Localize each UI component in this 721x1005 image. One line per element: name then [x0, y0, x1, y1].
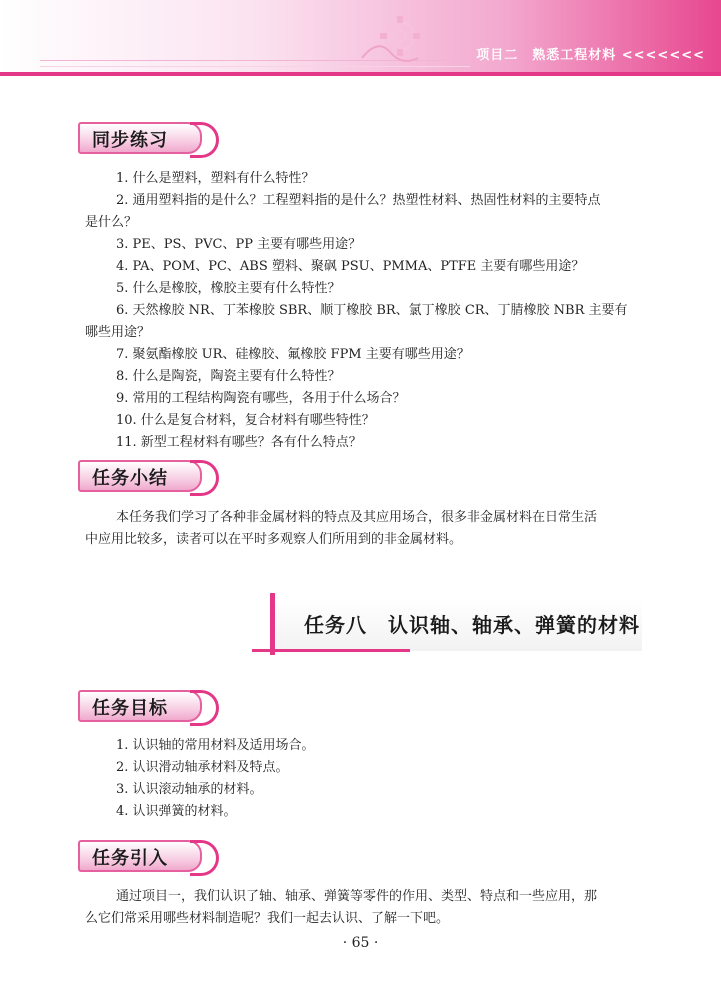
paragraph-line: 通过项目一，我们认识了轴、轴承、弹簧等零件的作用、类型、特点和一些应用，那 — [116, 889, 598, 904]
tab-arc — [190, 840, 219, 876]
list-item: 哪些用途？ — [85, 325, 151, 340]
list-item: 9. 常用的工程结构陶瓷有哪些，各用于什么场合？ — [116, 391, 406, 406]
list-item: 6. 天然橡胶 NR、丁苯橡胶 SBR、顺丁橡胶 BR、氯丁橡胶 CR、丁腈橡胶 NBR 主要有 — [116, 303, 628, 318]
tab-arc — [190, 460, 219, 496]
section-title: 任务小结 — [92, 468, 168, 489]
list-item: 10. 什么是复合材料，复合材料有哪些特性？ — [116, 413, 375, 428]
task-heading-underline — [252, 649, 410, 652]
list-item: 4. PA、POM、PC、ABS 塑料、聚砜 PSU、PMMA、PTFE 主要有哪些用途？ — [116, 259, 585, 274]
list-item: 4. 认识弹簧的材料。 — [116, 804, 237, 819]
list-item: 11. 新型工程材料有哪些？各有什么特点？ — [116, 435, 362, 450]
paragraph-line: 本任务我们学习了各种非金属材料的特点及其应用场合，很多非金属材料在日常生活 — [116, 510, 598, 525]
section-tab-goals — [78, 690, 218, 722]
task-heading-bar — [270, 593, 275, 655]
tab-arc — [190, 690, 219, 726]
task-heading — [252, 593, 642, 663]
list-item: 1. 什么是塑料，塑料有什么特性？ — [116, 171, 315, 186]
section-title: 同步练习 — [92, 130, 168, 151]
task-title: 任务八 认识轴、轴承、弹簧的材料 — [304, 613, 640, 637]
list-item: 2. 认识滑动轴承材料及特点。 — [116, 760, 289, 775]
section-title: 任务目标 — [92, 698, 168, 719]
list-item: 8. 什么是陶瓷，陶瓷主要有什么特性？ — [116, 369, 341, 384]
list-item: 1. 认识轴的常用材料及适用场合。 — [116, 738, 315, 753]
list-item: 3. PE、PS、PVC、PP 主要有哪些用途？ — [116, 237, 362, 252]
list-item: 7. 聚氨酯橡胶 UR、硅橡胶、氟橡胶 FPM 主要有哪些用途？ — [116, 347, 470, 362]
gear-icon — [360, 8, 430, 68]
paragraph-line: 么它们常采用哪些材料制造呢？我们一起去认识、了解一下吧。 — [85, 911, 450, 926]
section-tab-summary — [78, 460, 218, 492]
paragraph-line: 中应用比较多，读者可以在平时多观察人们所用到的非金属材料。 — [85, 532, 463, 547]
page-number: · 65 · — [342, 935, 379, 951]
header-accent-line — [0, 72, 721, 76]
section-tab-practice — [78, 122, 218, 154]
header-title: 项目二 熟悉工程材料 <<<<<<< — [476, 48, 705, 63]
list-item: 是什么？ — [85, 215, 138, 230]
section-tab-intro — [78, 840, 218, 872]
list-item: 3. 认识滚动轴承的材料。 — [116, 782, 263, 797]
list-item: 2. 通用塑料指的是什么？工程塑料指的是什么？热塑性材料、热固性材料的主要特点 — [116, 193, 601, 208]
tab-arc — [190, 122, 219, 158]
list-item: 5. 什么是橡胶，橡胶主要有什么特性？ — [116, 281, 341, 296]
section-title: 任务引入 — [92, 848, 168, 869]
